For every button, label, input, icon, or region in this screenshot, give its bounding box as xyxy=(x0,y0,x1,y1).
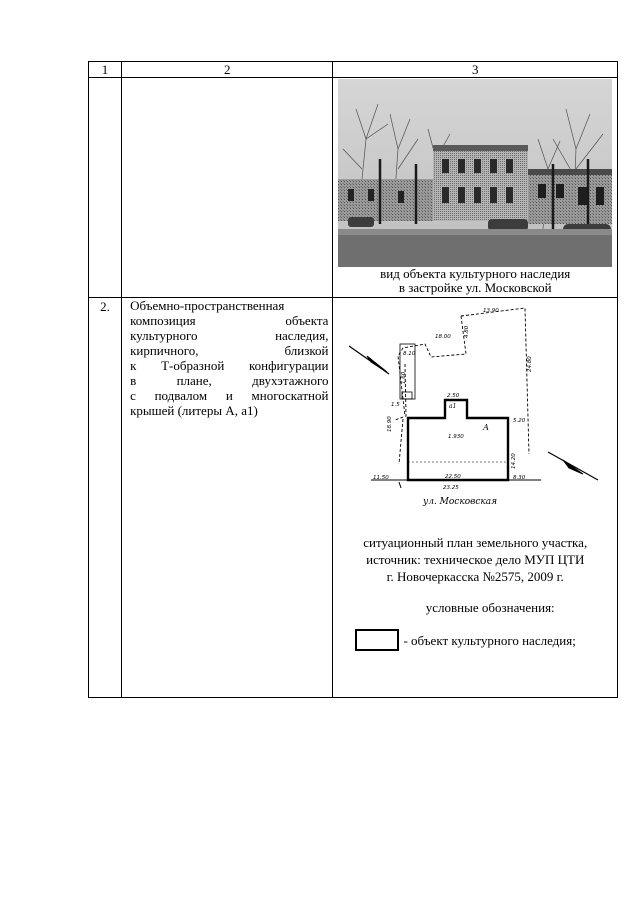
north-arrow-icon xyxy=(349,346,389,374)
building-letter: А xyxy=(483,423,490,432)
header-col-1: 1 xyxy=(89,62,122,78)
plan-dim-label: 1.5 xyxy=(391,402,401,408)
photo-caption-line-1: вид объекта культурного наследия xyxy=(380,266,571,281)
row1-photo-cell xyxy=(333,78,618,298)
direction-arrow-icon xyxy=(548,452,598,480)
plan-dim-label: 5.20 xyxy=(513,418,526,424)
photo-caption xyxy=(333,267,617,295)
building-letter: а1 xyxy=(449,403,457,410)
legend-title: условные обозначения: xyxy=(425,600,555,615)
plan-dim-label: 2.50 xyxy=(447,393,460,399)
plan-dim-label: 1.930 xyxy=(448,434,465,440)
heritage-building-outline xyxy=(408,400,508,480)
street-photo xyxy=(338,79,612,267)
photo-caption-line-2: в застройке ул. Московской xyxy=(398,280,552,295)
header-col-2: 2 xyxy=(122,62,333,78)
header-col-3: 3 xyxy=(333,62,618,78)
plan-dim-label: 8.10 xyxy=(403,351,416,357)
plan-dim-label: 18.90 xyxy=(387,416,394,432)
row2-description xyxy=(122,298,333,698)
plan-dim-label: 22.50 xyxy=(445,474,462,480)
description-line: крышей (литеры А, а1) xyxy=(130,403,258,418)
row1-number-cell xyxy=(89,78,122,298)
description-line: к Т-образной конфигурации xyxy=(130,358,329,373)
table-header-row xyxy=(89,62,618,78)
description-line: с подвалом и многоскатной xyxy=(130,388,329,403)
description-line: в плане, двухэтажного xyxy=(130,373,329,388)
plan-dim-label: 23.25 xyxy=(443,485,460,491)
plan-dim-label: 8.30 xyxy=(513,475,526,481)
row2-plan-cell xyxy=(333,298,618,698)
plan-dim-label: 1.60 xyxy=(401,371,408,384)
plan-caption-line-1: ситуационный план земельного участка, xyxy=(363,535,588,550)
plan-dim-label: 4.80 xyxy=(464,325,471,338)
plan-caption-line-3: г. Новочеркасска №2575, 2009 г. xyxy=(386,569,564,584)
plan-dim-label: 14.20 xyxy=(511,453,518,469)
plan-caption xyxy=(333,534,617,585)
description-line: кирпичного, близкой xyxy=(130,343,329,358)
plan-dim-label: 13.90 xyxy=(483,308,500,314)
plan-dim-label: 11.50 xyxy=(373,475,390,481)
legend-label: - объект культурного наследия; xyxy=(403,632,576,648)
site-plan-drawing xyxy=(343,304,605,528)
plan-caption-line-2: источник: техническое дело МУП ЦТИ xyxy=(366,552,585,567)
legend-swatch xyxy=(355,629,399,651)
row2-number: 2. xyxy=(89,298,122,698)
table-row xyxy=(89,298,618,698)
description-line: Объемно-пространственная xyxy=(130,298,285,313)
table-row xyxy=(89,78,618,298)
plan-dim-label: 18.00 xyxy=(435,334,452,340)
description-line: культурного наследия, xyxy=(130,328,329,343)
row1-description-cell xyxy=(122,78,333,298)
street-label: ул. Московская xyxy=(423,497,498,507)
description-line: композиция объекта xyxy=(130,313,329,328)
heritage-table xyxy=(88,61,618,698)
legend-item xyxy=(355,629,617,651)
plan-dim-label: 24.80 xyxy=(527,356,534,372)
